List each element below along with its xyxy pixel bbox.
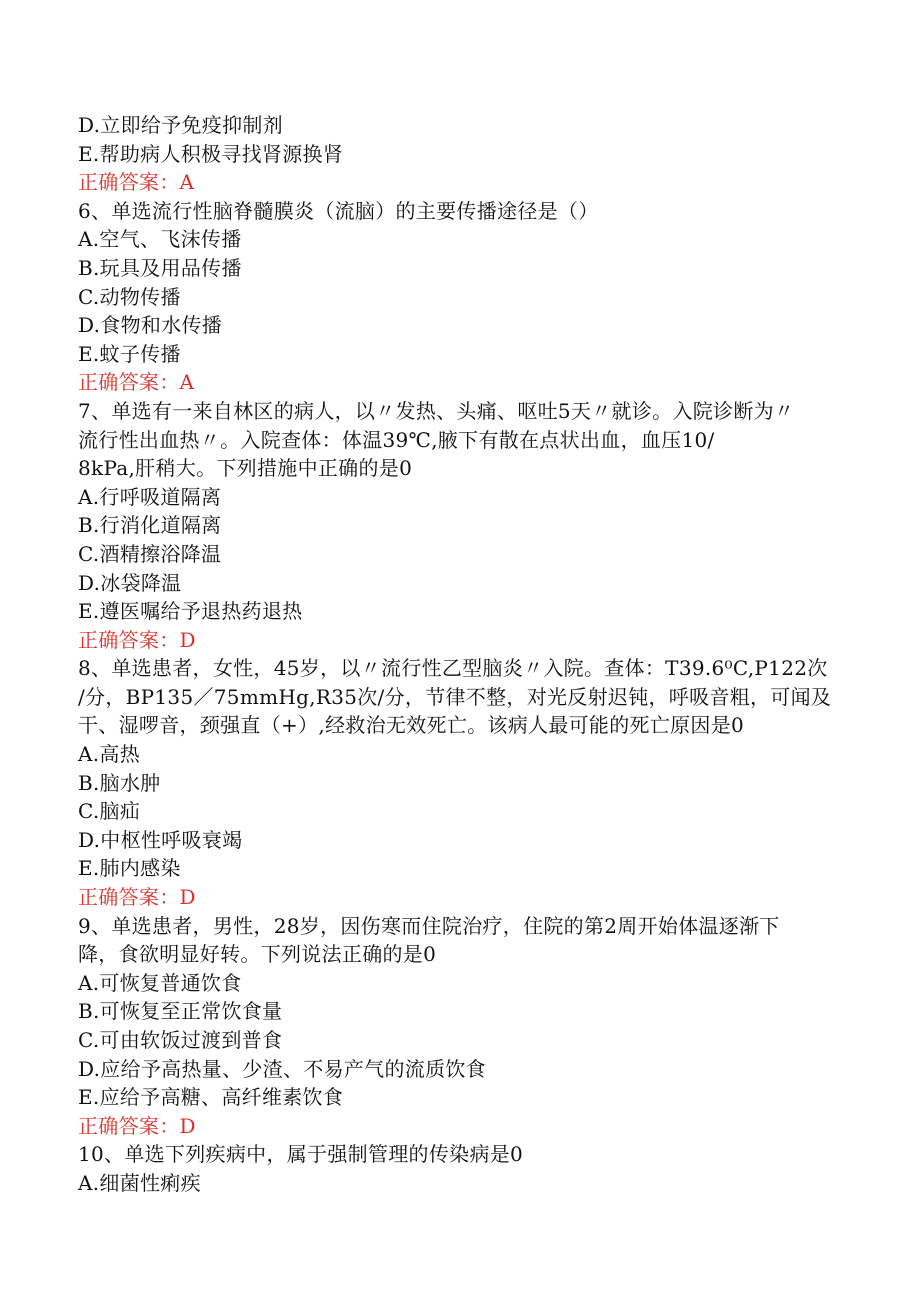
correct-answer: 正确答案：D — [78, 1113, 196, 1138]
option-line: D.食物和水传播 — [78, 313, 223, 338]
question-text: 9、单选患者，男性，28岁，因伤寒而住院治疗，住院的第2周开始体温逐渐下 — [78, 913, 780, 938]
question-text: /分，BP135／75mmHg,R35次/分，节律不整，对光反射迟钝，呼吸音粗，可闻及 — [78, 684, 832, 709]
question-text: 8kPa,肝稍大。下列措施中正确的是0 — [78, 456, 413, 481]
option-line: D.应给予高热量、少渣、不易产气的流质饮食 — [78, 1056, 486, 1081]
option-line: C.脑疝 — [78, 799, 141, 824]
question-text: 8、单选患者，女性，45岁，以〃流行性乙型脑炎〃入院。查体：T39.6⁰C,P122次 — [78, 656, 828, 681]
question-text: 降，食欲明显好转。下列说法正确的是0 — [78, 942, 437, 967]
option-line: A.行呼吸道隔离 — [78, 484, 222, 509]
option-line: D.中枢性呼吸衰竭 — [78, 827, 243, 852]
correct-answer: 正确答案：D — [78, 627, 196, 652]
option-line: C.酒精擦浴降温 — [78, 541, 222, 566]
option-line: E.应给予高糖、高纤维素饮食 — [78, 1085, 344, 1110]
option-line: A.高热 — [78, 742, 141, 767]
exam-content — [78, 111, 878, 1198]
question-text: 干、湿啰音，颈强直（+）,经救治无效死亡。该病人最可能的死亡原因是0 — [78, 713, 745, 738]
option-line: E.蚊子传播 — [78, 341, 181, 366]
option-line: E.帮助病人积极寻找肾源换肾 — [78, 141, 344, 166]
question-text: 10、单选下列疾病中，属于强制管理的传染病是0 — [78, 1142, 524, 1167]
correct-answer: 正确答案：A — [78, 170, 195, 195]
option-line: C.动物传播 — [78, 284, 181, 309]
option-line: B.行消化道隔离 — [78, 513, 222, 538]
correct-answer: 正确答案：A — [78, 370, 195, 395]
option-line: D.立即给予免疫抑制剂 — [78, 113, 283, 137]
option-line: D.冰袋降温 — [78, 570, 182, 595]
option-line: A.空气、飞沫传播 — [78, 227, 242, 252]
option-line: B.脑水肿 — [78, 770, 161, 795]
option-line: B.可恢复至正常饮食量 — [78, 999, 283, 1024]
correct-answer: 正确答案：D — [78, 885, 196, 910]
question-text: 7、单选有一来自林区的病人，以〃发热、头痛、呕吐5天〃就诊。入院诊断为〃 — [78, 398, 795, 423]
option-line: C.可由软饭过渡到普食 — [78, 1028, 283, 1052]
option-line: E.遵医嘱给予退热药退热 — [78, 599, 303, 624]
option-line: A.细菌性痢疾 — [78, 1170, 201, 1195]
question-text: 6、单选流行性脑脊髓膜炎（流脑）的主要传播途径是（） — [78, 198, 599, 223]
option-line: B.玩具及用品传播 — [78, 255, 242, 280]
option-line: E.肺内感染 — [78, 856, 181, 881]
option-line: A.可恢复普通饮食 — [78, 970, 242, 995]
question-text: 流行性出血热〃。入院查体：体温39℃,腋下有散在点状出血，血压10/ — [78, 427, 715, 452]
